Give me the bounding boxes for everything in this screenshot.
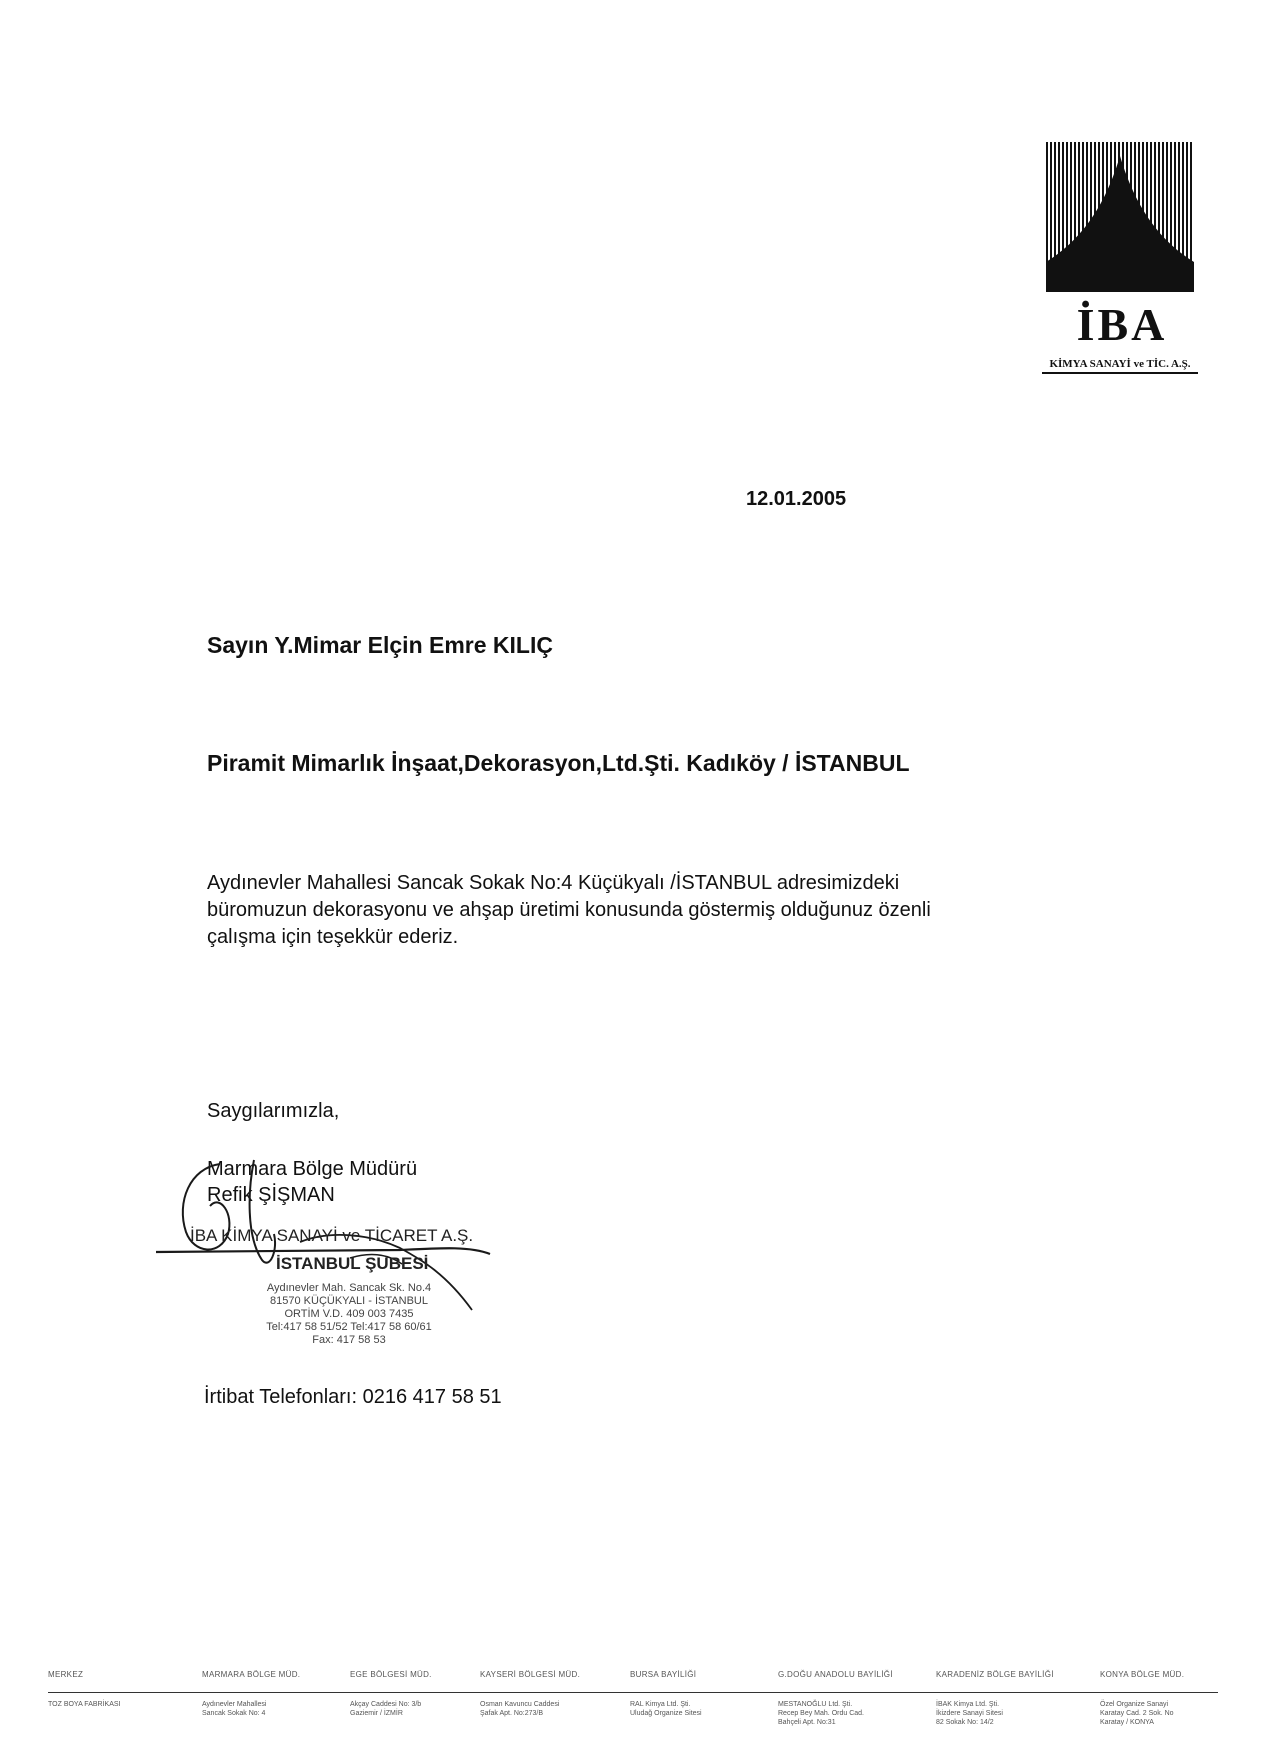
stamp-line: 81570 KÜÇÜKYALI - İSTANBUL (270, 1295, 428, 1307)
footer-text: Özel Organize Sanayi Karatay Cad. 2 Sok. No Karatay / KONYA (1100, 1701, 1174, 1726)
footer-column (936, 1670, 1076, 1726)
footer-text: Osman Kavuncu Caddesi Şafak Apt. No:273/B (480, 1701, 560, 1717)
footer-heading: KAYSERİ BÖLGESİ MÜD. (480, 1670, 581, 1679)
footer-heading: MERKEZ (48, 1670, 84, 1679)
footer-column (1100, 1670, 1210, 1726)
footer-text: RAL Kimya Ltd. Şti. Uludağ Organize Sitesi (630, 1701, 702, 1717)
body-line: Aydınevler Mahallesi Sancak Sokak No:4 Küçükyalı /İSTANBUL adresimizdeki (207, 872, 900, 894)
stamp-line: Tel:417 58 51/52 Tel:417 58 60/61 (266, 1321, 432, 1333)
recipient-company: Piramit Mimarlık İnşaat,Dekorasyon,Ltd.Şti. Kadıköy / İSTANBUL (207, 750, 910, 776)
footer-divider (48, 1692, 1218, 1693)
stamp-line: ORTİM V.D. 409 003 7435 (284, 1308, 414, 1320)
closing: Saygılarımızla, (207, 1100, 340, 1122)
footer-column (48, 1670, 188, 1708)
footer-heading: KARADENİZ BÖLGE BAYİLİĞİ (936, 1670, 1054, 1679)
footer-heading: BURSA BAYİLİĞİ (630, 1670, 697, 1679)
footer-column (630, 1670, 770, 1717)
contact-phone: İrtibat Telefonları: 0216 417 58 51 (204, 1386, 502, 1408)
signatory-title: Marmara Bölge Müdürü (207, 1158, 418, 1180)
footer-text: TOZ BOYA FABRİKASI (48, 1701, 121, 1708)
signatory-name: Refik ŞİŞMAN (207, 1184, 335, 1206)
footer-column (480, 1670, 620, 1717)
logo-subtitle: KİMYA SANAYİ ve TİC. A.Ş. (1042, 358, 1198, 374)
footer-heading: MARMARA BÖLGE MÜD. (202, 1670, 301, 1679)
footer-heading: KONYA BÖLGE MÜD. (1100, 1670, 1185, 1679)
footer-text: Aydınevler Mahallesi Sancak Sokak No: 4 (202, 1701, 267, 1717)
recipient-line: Sayın Y.Mimar Elçin Emre KILIÇ (207, 632, 553, 658)
company-logo (1042, 138, 1198, 380)
footer-text: İBAK Kimya Ltd. Şti. İkizdere Sanayi Sitesi 82 Sokak No: 14/2 (936, 1701, 1003, 1726)
footer-text: MESTANOĞLU Ltd. Şti. Recep Bey Mah. Ordu Cad. Bahçeli Apt. No:31 (778, 1701, 864, 1726)
stamp-company: İBA KİMYA SANAYİ ve TİCARET A.Ş. (190, 1226, 474, 1245)
footer-column (778, 1670, 918, 1726)
footer-heading: G.DOĞU ANADOLU BAYİLİĞİ (778, 1670, 893, 1679)
body-line: büromuzun dekorasyonu ve ahşap üretimi konusunda göstermiş olduğunuz özenli (207, 899, 931, 921)
footer-heading: EGE BÖLGESİ MÜD. (350, 1670, 432, 1679)
stamp-line: Fax: 417 58 53 (312, 1334, 386, 1346)
logo-emblem-icon (1042, 138, 1198, 298)
stamp-details (234, 1282, 464, 1347)
stamp-branch: İSTANBUL ŞUBESİ (276, 1254, 429, 1273)
letter-body (207, 870, 1067, 951)
footer-column (202, 1670, 342, 1717)
logo-name: İBA (1076, 299, 1168, 350)
body-line: çalışma için teşekkür ederiz. (207, 926, 459, 948)
letter-date: 12.01.2005 (746, 488, 847, 510)
stamp-line: Aydınevler Mah. Sancak Sk. No.4 (266, 1282, 432, 1294)
footer-column (350, 1670, 490, 1717)
footer-text: Akçay Caddesi No: 3/b Gaziemir / İZMİR (350, 1701, 422, 1717)
